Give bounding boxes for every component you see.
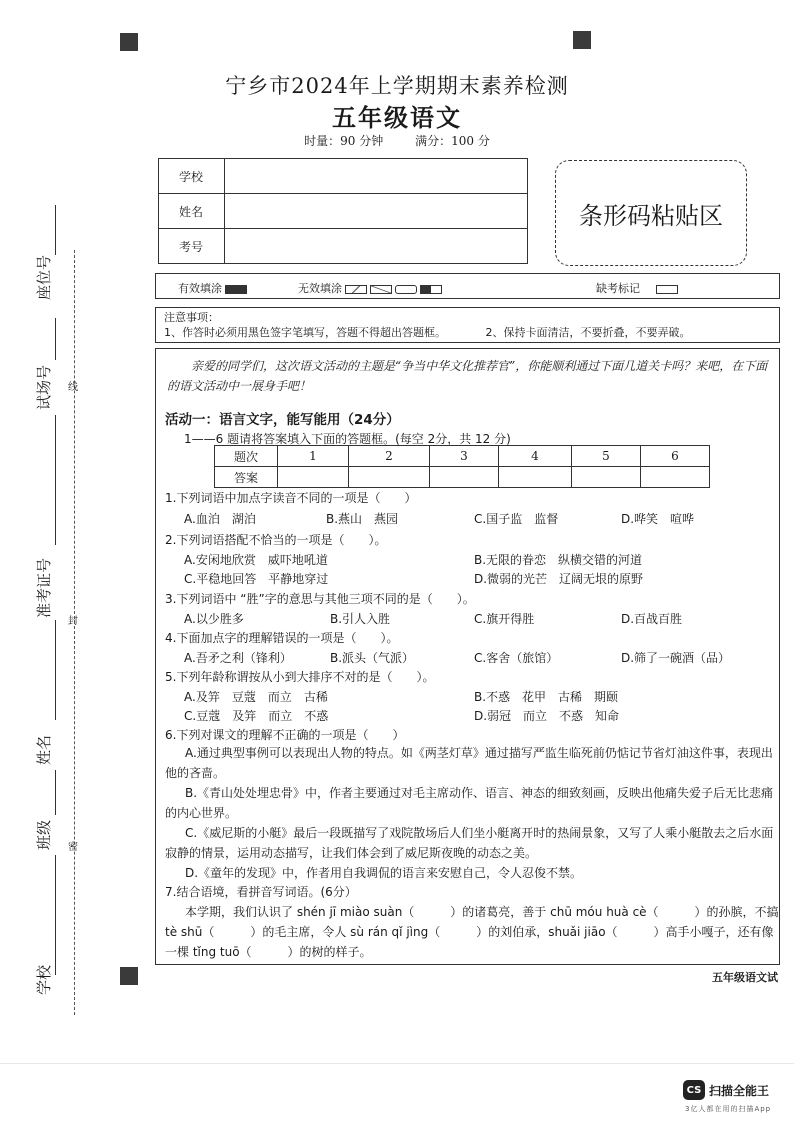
student-info-table	[158, 158, 528, 264]
answer-cell-3[interactable]	[430, 467, 499, 488]
registration-mark-top-left	[120, 33, 138, 51]
camscanner-name: 扫描全能王	[709, 1084, 770, 1098]
exam-number-field[interactable]	[225, 229, 528, 264]
answer-cell-2[interactable]	[349, 467, 430, 488]
room-number-line	[55, 318, 56, 360]
slash-swatch-icon	[345, 285, 367, 294]
question-4-option-d: D.筛了一碗酒（品）	[621, 651, 731, 665]
notice-items	[164, 325, 771, 340]
answer-grid-num-2: 2	[349, 446, 430, 467]
page-footer: 五年级语文试	[712, 971, 778, 984]
school-label: 学校	[159, 159, 225, 194]
camscanner-logo-icon: CS	[683, 1080, 705, 1100]
question-6-stem: 6.下列对课文的理解不正确的一项是（ ）	[165, 728, 405, 742]
seat-number-label: 座位号	[35, 254, 53, 300]
filled-swatch-icon	[225, 285, 247, 294]
absent-swatch-icon[interactable]	[656, 285, 678, 294]
answer-grid-num-1: 1	[278, 446, 349, 467]
notice-item-1: 1、作答时必须用黑色签字笔填写，答题不得超出答题框。	[164, 326, 446, 339]
camscanner-tagline: 3亿人都在用的扫描App	[685, 1105, 772, 1113]
question-3-option-a: A.以少胜多	[184, 612, 244, 626]
question-1-option-c: C.国子监 监督	[474, 512, 559, 526]
absent-mark-label: 缺考标记	[596, 282, 640, 295]
question-3-stem: 3.下列词语中 “胜”字的意思与其他三项不同的是（ ）。	[165, 592, 475, 606]
answer-grid-num-6: 6	[641, 446, 710, 467]
activity-1-title: 活动一：语言文字，能写能用（24分）	[165, 412, 400, 428]
invalid-fill-example	[298, 280, 442, 296]
question-6-option-c: C.《威尼斯的小艇》最后一段既描写了戏院散场后人们坐小艇离开时的热闹景象，又写了人乘小艇散去之后水面寂静的情景，运用动态描写，让我们体会到了威尼斯夜晚的动态之美。	[165, 826, 774, 860]
notice-item-2: 2、保持卡面清洁，不要折叠，不要弄破。	[485, 326, 691, 339]
registration-mark-bottom-left	[120, 967, 138, 985]
activity-1-instruction: 1——6 题请将答案填入下面的答题框。(每空 2分，共 12 分)	[184, 432, 511, 446]
question-1-option-d: D.哗笑 喧哗	[621, 512, 695, 526]
cut-mark-line: 线	[68, 382, 78, 393]
notice-title: 注意事项：	[164, 311, 219, 324]
class-line	[55, 770, 56, 815]
registration-mark-top-center	[573, 31, 591, 49]
question-2-option-b: B.无限的眷恋 纵横交错的河道	[474, 553, 643, 567]
ticket-number-line	[55, 415, 56, 545]
circle-swatch-icon	[395, 285, 417, 294]
question-4-option-b: B.派头（气派）	[330, 651, 415, 665]
question-5-option-d: D.弱冠 而立 不惑 知命	[474, 709, 620, 723]
cut-mark-seal: 封	[68, 616, 78, 627]
question-3-option-c: C.旗开得胜	[474, 612, 535, 626]
name-field[interactable]	[225, 194, 528, 229]
question-1-option-a: A.血泊 湖泊	[184, 512, 256, 526]
student-name-line	[55, 620, 56, 720]
answer-grid	[214, 445, 710, 488]
barcode-area: 条形码粘贴区	[555, 160, 747, 266]
question-2-stem: 2.下列词语搭配不恰当的一项是（ ）。	[165, 533, 387, 547]
question-5-option-a: A.及笄 豆蔻 而立 古稀	[184, 690, 328, 704]
answer-grid-num-3: 3	[430, 446, 499, 467]
answer-grid-header-label: 题次	[215, 446, 278, 467]
room-number-label: 试场号	[35, 364, 53, 410]
answer-grid-answer-label: 答案	[215, 467, 278, 488]
answer-grid-num-4: 4	[499, 446, 572, 467]
valid-fill-label: 有效填涂	[178, 282, 222, 295]
question-3-option-d: D.百战百胜	[621, 612, 683, 626]
ticket-number-label: 准考证号	[35, 557, 53, 618]
sidebar-school-line	[55, 855, 56, 975]
question-7-stem: 7.结合语境，看拼音写词语。(6分）	[165, 885, 357, 899]
sidebar-school-label: 学校	[35, 964, 53, 995]
question-6-option-a: A.通过典型事例可以表现出人物的特点。如《两茎灯草》通过描写严监生临死前仍惦记节省灯油这件事，表现出他的吝啬。	[165, 746, 773, 780]
cross-swatch-icon	[370, 285, 392, 294]
question-6-option-b: B.《青山处处埋忠骨》中，作者主要通过对毛主席动作、语言、神态的细致刻画，反映出他痛失爱子后无比悲痛的内心世界。	[165, 786, 774, 820]
exam-subtitle: 五年级语文	[332, 104, 462, 132]
question-5-option-c: C.豆蔻 及笄 而立 不惑	[184, 709, 329, 723]
valid-fill-example	[178, 280, 247, 296]
cut-mark-secret: 密	[68, 842, 78, 853]
school-field[interactable]	[225, 159, 528, 194]
answer-cell-5[interactable]	[572, 467, 641, 488]
exam-time: 时量：90 分钟	[304, 134, 384, 148]
question-2-option-a: A.安闲地欣赏 威吓地吼道	[184, 553, 328, 567]
question-1-option-b: B.燕山 燕园	[326, 512, 399, 526]
question-5-stem: 5.下列年龄称谓按从小到大排序不对的是（ ）。	[165, 670, 435, 684]
question-4-option-a: A.吾矛之利（锋利）	[184, 651, 292, 665]
answer-cell-4[interactable]	[499, 467, 572, 488]
exam-meta	[0, 132, 794, 149]
question-2-option-d: D.微弱的光芒 辽阔无垠的原野	[474, 572, 644, 586]
question-2-option-c: C.平稳地回答 平静地穿过	[184, 572, 329, 586]
question-1-stem: 1.下列词语中加点字读音不同的一项是（ ）	[165, 491, 417, 505]
question-7-text: 本学期，我们认识了 shén jī miào suàn（ ）的诸葛亮，善于 chū móu huà cè（ ）的孙膑，不搞 tè shū（ ）的毛主席，令人 sù rán qǐ jìng（ ）的刘伯承，shuǎi jiāo（ ）高手小嘎子，还有像一棵 tǐng tuō（ ）的树的样子。	[165, 905, 779, 959]
question-3-option-b: B.引人入胜	[330, 612, 391, 626]
invalid-fill-label: 无效填涂	[298, 282, 342, 295]
class-label: 班级	[35, 819, 53, 850]
answer-grid-num-5: 5	[572, 446, 641, 467]
question-4-stem: 4.下面加点字的理解错误的一项是（ ）。	[165, 631, 399, 645]
seat-number-line	[55, 205, 56, 255]
question-4-option-c: C.客舍（旅馆）	[474, 651, 559, 665]
answer-cell-6[interactable]	[641, 467, 710, 488]
binding-dotted-line	[74, 250, 75, 1015]
name-label: 姓名	[159, 194, 225, 229]
exam-number-label: 考号	[159, 229, 225, 264]
fill-guide-row	[155, 273, 780, 299]
question-5-option-b: B.不惑 花甲 古稀 期颐	[474, 690, 619, 704]
exam-title: 宁乡市2024年上学期期末素养检测	[225, 74, 569, 98]
question-6-option-d: D.《童年的发现》中，作者用自我调侃的语言来安慰自己，令人忍俊不禁。	[185, 866, 583, 880]
student-name-label: 姓名	[35, 734, 53, 765]
scan-bottom-divider	[0, 1063, 794, 1064]
notice-box	[155, 307, 780, 343]
half-swatch-icon	[420, 285, 442, 294]
absent-mark	[596, 280, 678, 296]
answer-cell-1[interactable]	[278, 467, 349, 488]
intro-paragraph: 亲爱的同学们，这次语文活动的主题是“争当中华文化推荐官”，你能顺利通过下面几道关卡吗？来吧，在下面的语文活动中一展身手吧！	[167, 359, 768, 393]
exam-score: 满分：100 分	[415, 134, 490, 148]
